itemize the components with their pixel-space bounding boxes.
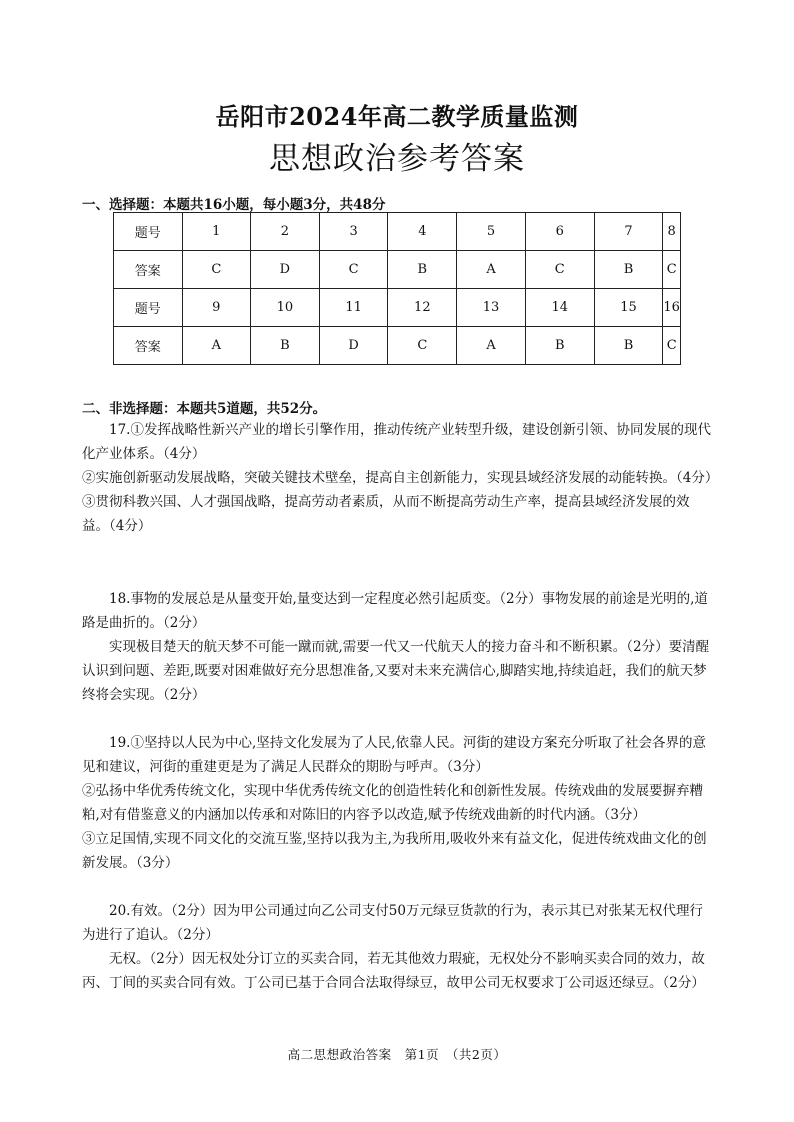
- table-cell: 15: [594, 289, 663, 327]
- table-cell: 3: [319, 213, 388, 251]
- table-cell: B: [594, 327, 663, 365]
- table-cell: C: [319, 251, 388, 289]
- table-cell: 2: [251, 213, 320, 251]
- table-cell: 6: [525, 213, 594, 251]
- question-17-answer: [82, 418, 719, 538]
- choice-answer-table: [113, 212, 681, 365]
- question-19-answer: [82, 731, 712, 875]
- table-cell: 10: [251, 289, 320, 327]
- table-cell: 11: [319, 289, 388, 327]
- table-cell: C: [182, 251, 250, 289]
- question-20-answer: [82, 899, 712, 995]
- table-cell: A: [457, 251, 526, 289]
- table-cell: C: [525, 251, 594, 289]
- answer-paragraph: 17.①发挥战略性新兴产业的增长引擎作用，推动传统产业转型升级，建设创新引领、协同发展的现代化产业体系。（4分）: [82, 422, 711, 462]
- answer-paragraph: 实现极目楚天的航天梦不可能一蹴而就,需要一代又一代航天人的接力奋斗和不断积累。（2分）要清醒认识到问题、差距,既要对困难做好充分思想准备,又要对未来充满信心,脚踏实地,持续追赶，我们的航天梦终将会实现。（2分）: [82, 639, 710, 703]
- table-row: [114, 213, 681, 251]
- answer-paragraph: ②弘扬中华优秀传统文化，实现中华优秀传统文化的创造性转化和创新性发展。传统戏曲的发展要摒弃糟粕,对有借鉴意义的内涵加以传承和对陈旧的内容予以改造,赋予传统戏曲新的时代内涵。（3分）: [82, 783, 703, 823]
- table-cell: 1: [182, 213, 250, 251]
- table-cell: 5: [457, 213, 526, 251]
- table-row: [114, 327, 681, 365]
- table-cell: A: [182, 327, 250, 365]
- table-cell: B: [594, 251, 663, 289]
- table-cell: B: [525, 327, 594, 365]
- table-cell: 12: [388, 289, 457, 327]
- table-cell: 7: [594, 213, 663, 251]
- table-cell: C: [663, 251, 681, 289]
- section1-heading: 一、选择题：本题共16小题，每小题3分，共48分: [82, 197, 386, 213]
- exam-title: 岳阳市2024年高二教学质量监测: [215, 102, 579, 131]
- table-cell: C: [663, 327, 681, 365]
- answer-paragraph: 无权。（2分）因无权处分订立的买卖合同，若无其他效力瑕疵，无权处分不影响买卖合同的效力，故丙、丁间的买卖合同有效。丁公司已基于合同合法取得绿豆，故甲公司无权要求丁公司返还绿豆。（2分）: [82, 951, 705, 991]
- section2-heading: 二、非选择题：本题共5道题，共52分。: [82, 401, 327, 417]
- table-cell: 题号: [114, 289, 183, 327]
- page-footer: 高二思想政治答案 第1页 （共2页）: [287, 1047, 507, 1062]
- answer-paragraph: 19.①坚持以人民为中心,坚持文化发展为了人民,依靠人民。河街的建设方案充分听取了社会各界的意见和建议，河街的重建更是为了满足人民群众的期盼与呼声。（3分）: [82, 735, 707, 775]
- table-cell: B: [251, 327, 320, 365]
- table-cell: C: [388, 327, 457, 365]
- table-row: [114, 251, 681, 289]
- table-cell: 8: [663, 213, 681, 251]
- table-cell: D: [251, 251, 320, 289]
- question-18-answer: [82, 587, 712, 707]
- table-cell: 13: [457, 289, 526, 327]
- table-row: [114, 289, 681, 327]
- table-cell: 16: [663, 289, 681, 327]
- answer-paragraph: 18.事物的发展总是从量变开始,量变达到一定程度必然引起质变。（2分）事物发展的前途是光明的,道路是曲折的。（2分）: [82, 591, 708, 631]
- answer-paragraph: ③立足国情,实现不同文化的交流互鉴,坚持以我为主,为我所用,吸收外来有益文化，促进传统戏曲文化的创新发展。（3分）: [82, 831, 707, 871]
- table-cell: 9: [182, 289, 250, 327]
- answer-paragraph: ③贯彻科教兴国、人才强国战略，提高劳动者素质，从而不断提高劳动生产率，提高县域经济发展的效益。（4分）: [82, 494, 690, 534]
- table-cell: 答案: [114, 251, 183, 289]
- table-cell: D: [319, 327, 388, 365]
- answer-paragraph: ②实施创新驱动发展战略，突破关键技术壁垒，提高自主创新能力，实现县域经济发展的动能转换。（4分）: [82, 470, 719, 486]
- table-cell: 14: [525, 289, 594, 327]
- table-cell: 答案: [114, 327, 183, 365]
- table-cell: B: [388, 251, 457, 289]
- exam-subtitle: 思想政治参考答案: [269, 141, 525, 177]
- table-cell: 4: [388, 213, 457, 251]
- answer-paragraph: 20.有效。（2分）因为甲公司通过向乙公司支付50万元绿豆货款的行为，表示其已对张某无权代理行为进行了追认。（2分）: [82, 903, 703, 943]
- table-cell: A: [457, 327, 526, 365]
- table-cell: 题号: [114, 213, 183, 251]
